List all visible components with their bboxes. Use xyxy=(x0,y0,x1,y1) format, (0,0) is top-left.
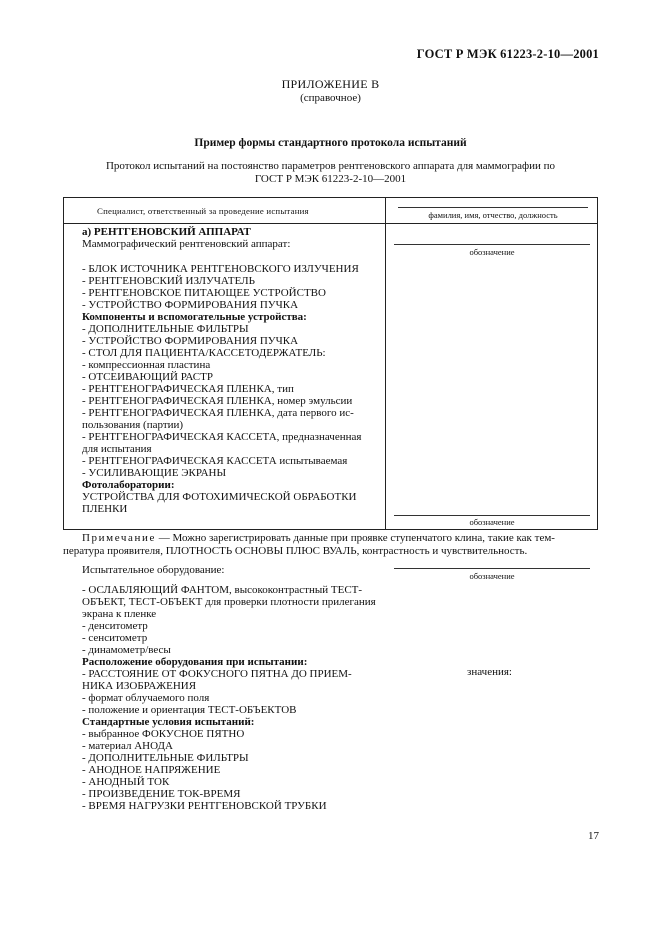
equipment-items-list xyxy=(82,584,376,812)
document-standard-header: ГОСТ Р МЭК 61223-2-10—2001 xyxy=(416,47,599,61)
appendix-title: ПРИЛОЖЕНИЕ В xyxy=(281,77,380,91)
section-a-title: а) РЕНТГЕНОВСКИЙ АППАРАТ xyxy=(82,226,251,238)
list-item: - УСИЛИВАЮЩИЕ ЭКРАНЫ xyxy=(82,467,227,479)
list-item: - компрессионная пластина xyxy=(82,359,211,371)
list-item: - формат облучаемого поля xyxy=(82,692,210,704)
appendix-subtitle: (справочное) xyxy=(300,92,361,104)
list-item: - РЕНТГЕНОГРАФИЧЕСКАЯ КАССЕТА испытываемая xyxy=(82,455,348,467)
components-title: Компоненты и вспомогательные устройства: xyxy=(82,311,307,323)
equipment-title: Испытательное оборудование: xyxy=(82,564,225,576)
list-item: пользования (партии) xyxy=(82,419,184,431)
list-item: - РЕНТГЕНОВСКОЕ ПИТАЮЩЕЕ УСТРОЙСТВО xyxy=(82,287,326,299)
photolab-title: Фотолаборатории: xyxy=(82,479,175,491)
protocol-line-2: ГОСТ Р МЭК 61223-2-10—2001 xyxy=(254,173,407,185)
list-item: - ПРОИЗВЕДЕНИЕ ТОК-ВРЕМЯ xyxy=(82,788,241,800)
list-item: - ДОПОЛНИТЕЛЬНЫЕ ФИЛЬТРЫ xyxy=(82,323,249,335)
list-item: ОБЪЕКТ, ТЕСТ-ОБЪЕКТ для проверки плотности прилегания xyxy=(82,596,376,608)
list-item: - материал АНОДА xyxy=(82,740,173,752)
signature-line-equipment xyxy=(394,568,590,569)
list-item: - УСТРОЙСТВО ФОРМИРОВАНИЯ ПУЧКА xyxy=(82,299,299,311)
list-item: УСТРОЙСТВА ДЛЯ ФОТОХИМИЧЕСКОЙ ОБРАБОТКИ xyxy=(82,491,357,503)
signature-line-specialist xyxy=(398,207,588,208)
list-item: - ОСЛАБЛЯЮЩИЙ ФАНТОМ, высококонтрастный ТЕСТ- xyxy=(82,584,363,596)
location-title: Расположение оборудования при испытании: xyxy=(82,656,308,668)
note-line-1 xyxy=(82,532,555,544)
list-item: - положение и ориентация ТЕСТ-ОБЪЕКТОВ xyxy=(82,704,297,716)
values-label: значения: xyxy=(467,666,512,678)
photolab-designation-label: обозначение xyxy=(469,517,515,527)
list-item: - РЕНТГЕНОВСКИЙ ИЗЛУЧАТЕЛЬ xyxy=(82,275,255,287)
list-item: - денситометр xyxy=(82,620,148,632)
list-item: - выбранное ФОКУСНОЕ ПЯТНО xyxy=(82,728,245,740)
note-line-2: пература проявителя, ПЛОТНОСТЬ ОСНОВЫ ПЛЮС ВУАЛЬ, контрастность и чувствительность. xyxy=(63,545,528,557)
list-item: - ВРЕМЯ НАГРУЗКИ РЕНТГЕНОВСКОЙ ТРУБКИ xyxy=(82,800,327,812)
list-item: - ОТСЕИВАЮЩИЙ РАСТР xyxy=(82,371,213,383)
signature-line-photolab xyxy=(394,515,590,516)
list-item: - сенситометр xyxy=(82,632,148,644)
note-label: Примечание xyxy=(82,532,156,544)
list-item: - РЕНТГЕНОГРАФИЧЕСКАЯ ПЛЕНКА, номер эмульсии xyxy=(82,395,353,407)
apparatus-designation-label: обозначение xyxy=(469,247,515,257)
list-item: экрана к пленке xyxy=(82,608,157,620)
apparatus-items-list xyxy=(82,263,361,515)
list-item: - АНОДНЫЙ ТОК xyxy=(82,776,170,788)
list-item: - динамометр/весы xyxy=(82,644,171,656)
table-header-divider xyxy=(64,223,597,224)
list-item: для испытания xyxy=(82,443,152,455)
equipment-designation-label: обозначение xyxy=(469,571,515,581)
list-item: - РАССТОЯНИЕ ОТ ФОКУСНОГО ПЯТНА ДО ПРИЕМ- xyxy=(82,668,352,680)
section-a-subtitle: Маммографический рентгеновский аппарат: xyxy=(82,238,291,250)
list-item: - ДОПОЛНИТЕЛЬНЫЕ ФИЛЬТРЫ xyxy=(82,752,249,764)
list-item: НИКА ИЗОБРАЖЕНИЯ xyxy=(82,680,197,692)
conditions-title: Стандартные условия испытаний: xyxy=(82,716,255,728)
table-column-divider xyxy=(385,198,386,529)
table-header-specialist: Специалист, ответственный за проведение испытания xyxy=(97,206,309,216)
signature-line-apparatus xyxy=(394,244,590,245)
table-header-fio-label: фамилия, имя, отчество, должность xyxy=(428,210,558,220)
note-text: — Можно зарегистрировать данные при проявке ступенчатого клина, такие как тем- xyxy=(155,532,555,544)
list-item: - СТОЛ ДЛЯ ПАЦИЕНТА/КАССЕТОДЕРЖАТЕЛЬ: xyxy=(82,347,326,359)
list-item: - РЕНТГЕНОГРАФИЧЕСКАЯ ПЛЕНКА, тип xyxy=(82,383,294,395)
list-item: - РЕНТГЕНОГРАФИЧЕСКАЯ КАССЕТА, предназначенная xyxy=(82,431,362,443)
list-item: - АНОДНОЕ НАПРЯЖЕНИЕ xyxy=(82,764,221,776)
list-item: ПЛЕНКИ xyxy=(82,503,128,515)
protocol-line-1: Протокол испытаний на постоянство параметров рентгеновского аппарата для маммографии по xyxy=(105,160,556,172)
list-item: - БЛОК ИСТОЧНИКА РЕНТГЕНОВСКОГО ИЗЛУЧЕНИЯ xyxy=(82,263,359,275)
page-number: 17 xyxy=(588,830,599,842)
list-item: - УСТРОЙСТВО ФОРМИРОВАНИЯ ПУЧКА xyxy=(82,335,299,347)
list-item: - РЕНТГЕНОГРАФИЧЕСКАЯ ПЛЕНКА, дата первого ис- xyxy=(82,407,354,419)
form-title: Пример формы стандартного протокола испытаний xyxy=(194,137,467,149)
